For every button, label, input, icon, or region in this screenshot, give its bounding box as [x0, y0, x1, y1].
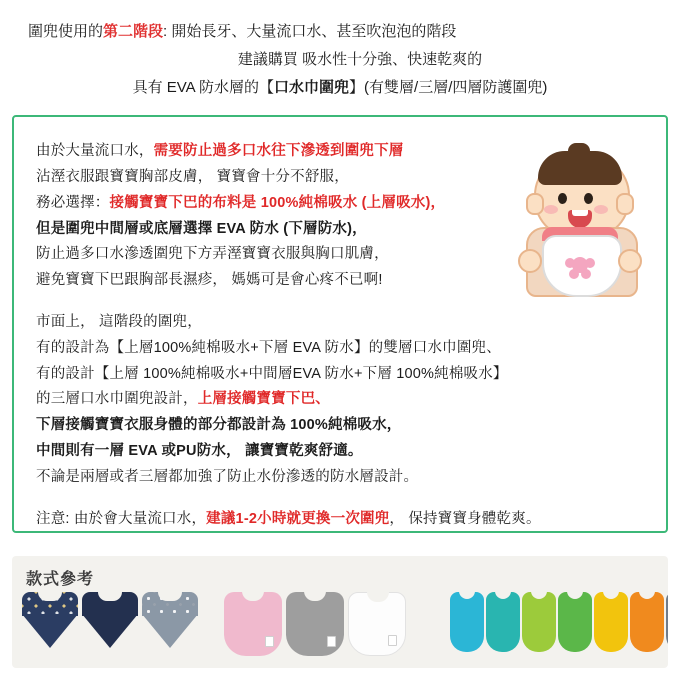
bib-small-yellow[interactable]: [594, 592, 628, 652]
bandana-triangle: [142, 614, 198, 648]
header-line-1-pre: 圍兜使用的: [28, 23, 104, 40]
baby-ear-left: [526, 193, 544, 215]
paragraph-2-line-6: 中間則有一層 EVA 或PU防水， 讓寶寶乾爽舒適。: [36, 443, 363, 460]
bandana-triangle: [22, 614, 78, 648]
bib-neck-notch: [304, 591, 326, 601]
bib-small-cyan[interactable]: [450, 592, 484, 652]
bib-neck-notch: [639, 591, 655, 599]
p2-l4-red: 上層接觸寶寶下巴、: [197, 391, 331, 408]
paragraph-spacer-2: [36, 491, 644, 507]
bib-tag: [327, 636, 336, 647]
bib-small-orange[interactable]: [630, 592, 664, 652]
p2-l4-pre: 的三層口水巾圍兜設計，: [36, 391, 198, 408]
paragraph-2-line-4: [36, 387, 644, 413]
header-line-3-pre: 具有 EVA 防水層的【: [132, 78, 275, 96]
bib-flower-icon: [572, 257, 588, 273]
bib-neck-notch: [603, 591, 619, 599]
bib-rect-pink[interactable]: [224, 592, 282, 656]
bib-bandana-grey-pattern[interactable]: [142, 592, 198, 654]
baby-illustration-icon: [520, 153, 640, 293]
bib-bandana-navy-solid[interactable]: [82, 592, 138, 654]
bib-neck-notch: [567, 591, 583, 599]
paragraph-2-line-3: 有的設計【上層 100%純棉吸水+中間層EVA 防水+下層 100%純棉吸水】: [36, 365, 508, 382]
header-block: [0, 0, 680, 107]
paragraph-1-line-4: 但是圍兜中間層或底層選擇 EVA 防水 (下層防水)，: [36, 220, 367, 237]
note-post: ， 保持寶寶身體乾爽。: [389, 510, 541, 527]
header-line-3: [20, 74, 660, 102]
p1-l1-red: 需要防止過多口水往下滲透到圍兜下層: [153, 143, 404, 160]
baby-arm-right: [618, 249, 642, 273]
bib-small-slate[interactable]: [666, 592, 668, 652]
bib-neck-notch: [367, 592, 389, 602]
header-product-name: 口水巾圍兜: [274, 78, 350, 96]
header-line-2: 建議購買 吸水性十分強、快速乾爽的: [237, 50, 483, 68]
bib-neck-notch: [459, 591, 475, 599]
styles-reference-title: 款式參考: [26, 571, 95, 588]
bib-neck-notch: [495, 591, 511, 599]
baby-hair: [538, 151, 622, 185]
header-line-1-post: : 開始長牙、大量流口水、甚至吹泡泡的階段: [163, 23, 457, 40]
p1-l3-pre: 務必選擇：: [36, 194, 110, 211]
header-stage-highlight: 第二階段: [103, 23, 164, 40]
paragraph-1-line-2: 沾溼衣服跟寶寶胸部皮膚， 寶寶會十分不舒服，: [36, 169, 349, 186]
bib-small-lime[interactable]: [522, 592, 556, 652]
paragraph-2-line-7: 不論是兩層或者三層都加強了防止水份滲透的防水層設計。: [36, 468, 419, 485]
bib-neck-notch: [531, 591, 547, 599]
note-line: [36, 507, 644, 533]
bib-small-green[interactable]: [558, 592, 592, 652]
styles-groups: [22, 592, 658, 668]
note-pre: 注意: 由於會大量流口水，: [36, 510, 207, 527]
styles-group-bandana: [22, 592, 198, 654]
styles-group-rect: [224, 592, 406, 656]
bib-neck-notch: [242, 591, 264, 601]
header-line-1: [20, 18, 660, 46]
paragraph-1-line-6: 避免寶寶下巴跟胸部長濕疹， 媽媽可是會心疼不已啊!: [36, 272, 383, 289]
baby-teeth: [572, 210, 588, 216]
paragraph-2-line-5: 下層接觸寶寶衣服身體的部分都設計為 100%純棉吸水，: [36, 417, 402, 434]
green-content-box: [12, 115, 668, 533]
baby-bib: [542, 235, 622, 297]
bib-tag: [388, 635, 397, 646]
header-line-3-post: 】(有雙層/三層/四層防護圍兜): [349, 78, 548, 96]
bib-bandana-navy-pattern[interactable]: [22, 592, 78, 654]
p1-l1-pre: 由於大量流口水，: [36, 143, 154, 160]
baby-ear-right: [616, 193, 634, 215]
p1-l3-red: 接觸寶寶下巴的布料是 100%純棉吸水 (上層吸水)，: [109, 194, 446, 211]
bib-small-teal[interactable]: [486, 592, 520, 652]
styles-reference-panel: [12, 556, 668, 668]
bib-tag: [265, 636, 274, 647]
note-highlight: 建議1-2小時就更換一次圍兜: [206, 510, 390, 527]
paragraph-2-line-2: 有的設計為【上層100%純棉吸水+下層 EVA 防水】的雙層口水巾圍兜、: [36, 339, 501, 356]
paragraph-1-line-5: 防止過多口水滲透圍兜下方弄溼寶寶衣服與胸口肌膚，: [36, 246, 389, 263]
bib-rect-white[interactable]: [348, 592, 406, 656]
paragraph-2-line-1: 市面上， 這階段的圍兜，: [36, 314, 202, 331]
bandana-triangle: [82, 614, 138, 648]
styles-group-colors: [450, 592, 668, 652]
bib-rect-grey[interactable]: [286, 592, 344, 656]
